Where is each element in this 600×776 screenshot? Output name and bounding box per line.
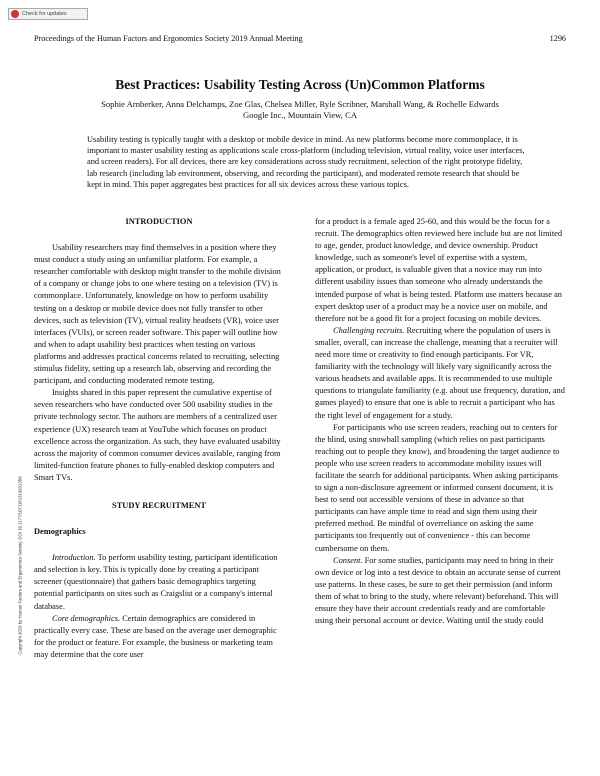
consent-paragraph bbox=[315, 555, 565, 628]
intro-text: To perform usability testing, participant identification and selection is key. This is typically done by creating a participant screener (questionnaire) that gathers basic demographics targeting potential participants on sites such as Craigslist or a company's internal database. bbox=[34, 553, 278, 611]
copyright-text: Copyright 2019 by Human Factors and Ergonomics Society. DOI 10.1177/1071181319631358 bbox=[17, 475, 23, 655]
consent-label: Consent. bbox=[333, 555, 363, 565]
screen-reader-recruit-paragraph: For participants who use screen readers, reaching out to centers for the blind, using snowball sampling (which relies on past participants reaching out to people they know), and broadening the target audience to people who use screen readers to accommodate mobility issues will facilitate the search for additional participants. When asking participants to sign a non-disclosure agreement or informed consent document, it is best to send out accessible versions of these in advance so that participants can have ample time to read and sign them using their preferred method. Be mindful of overreliance on asking the same participants too frequently out of convenience - this can become cumbersome on them. bbox=[315, 422, 560, 553]
right-column bbox=[315, 216, 565, 627]
challenging-text: Recruiting where the population of users is smaller, overall, can increase the challenge, meaning that a recruiter will need more time or creativity to find enough participants. For VR, familiarity with the technology will likely vary significantly across the various headsets and available apps. It is recommended to use multiple questions to triangulate familiarity (e.g. about use frequency, duration, and games played) to ensure that one is able to recruit a participant who has the right level of engagement for a study. bbox=[315, 325, 565, 420]
affiliation: Google Inc., Mountain View, CA bbox=[242, 110, 358, 120]
consent-text: For some studies, participants may need to bring in their own device or log into a test device to obtain an accurate sense of current use patterns. In these cases, be sure to get their permission (and inform them of what to bring to the study, where relevant) beforehand. This will ensure they have their account credentials ready and are comfortable using their personal account or device. Waiting until the study could bbox=[315, 555, 561, 626]
check-for-updates-badge[interactable] bbox=[8, 8, 88, 20]
badge-label: Check for updates bbox=[22, 11, 67, 17]
page-number: 1296 bbox=[549, 34, 566, 43]
demographics-heading: Demographics bbox=[34, 527, 86, 537]
paper-title: Best Practices: Usability Testing Across (Un)Common Platforms bbox=[115, 77, 485, 92]
demographics-continued-paragraph: for a product is a female aged 25-60, and this would be the focus for a recruit. The demographics often reviewed here include but are not limited to age, gender, product knowledge, and device ownership. Product knowledge, such as someone's level of expertise with a system, application, or product, is valuable given that a novice may run into different usability issues than someone who already understands the intended purpose of what is being tested. Platform use matters because an expert desktop user of a product may be a novice user on mobile, and therefore not be a good fit for a project focusing on mobile devices. bbox=[315, 217, 563, 323]
core-label: Core demographics. bbox=[52, 613, 121, 623]
abstract: Usability testing is typically taught with a desktop or mobile device in mind. As new platforms become more commonplace, it is important to master usability testing as applications scale cross-platform (including television, virtual reality, voice user interfaces, and screen readers). For all devices, there are key considerations across study recruitment, selection of the right prototype fidelity, lab research (including lab environment, observing, and recording the participant), and moderated remote research that should be kept in mind. This paper aggregates best practices for all six devices across these various topics. bbox=[87, 135, 525, 189]
core-text: Certain demographics are considered in practically every case. These are based on the average user demographic for the product or feature. For example, the business or marketing team may determine that the core user bbox=[34, 613, 277, 659]
study-recruitment-heading: STUDY RECRUITMENT bbox=[112, 500, 206, 510]
introduction-heading: INTRODUCTION bbox=[125, 217, 193, 226]
introduction-paragraph-1: Usability researchers may find themselves in a position where they must conduct a study using an unfamiliar platform. For example, a researcher comfortable with desktop might transfer to the mobile division of a company or change jobs to one where testing on a television (TV) is commonplace. Unfortunately, knowledge on how to perform usability testing on a desktop or mobile device does not fully transfer to other devices, such as television (TV), virtual reality headsets (VR), voice user interfaces (VUIs), or screen reader software. This paper will outline how and when to adapt usability best practices when testing on various platforms and addresses practical concerns related to recruiting, selecting stimulus fidelity, setting up a research lab, observing and recording the participant, and conducting moderated remote testing. bbox=[34, 243, 281, 386]
left-column bbox=[34, 216, 284, 661]
introduction-paragraph-2: Insights shared in this paper represent the cumulative expertise of seven researchers who have conducted over 500 usability studies in the private technology sector. The authors are members of a centralized user experience (UX) research team at YouTube which focuses on product excellence across the organization. As such, they have evaluated usability across the majority of common consumer devices available, ranging from limited-function feature phones to fully-enabled desktop computers and Smart TVs. bbox=[34, 388, 281, 482]
copyright-sidebar bbox=[14, 415, 26, 715]
challenging-label: Challenging recruits. bbox=[333, 325, 405, 335]
core-demographics-paragraph bbox=[34, 613, 284, 661]
crossmark-icon bbox=[11, 10, 19, 18]
intro-label: Introduction. bbox=[52, 553, 96, 563]
author-block bbox=[40, 99, 560, 121]
running-header-journal: Proceedings of the Human Factors and Ergonomics Society 2019 Annual Meeting bbox=[34, 34, 303, 43]
running-header bbox=[34, 34, 566, 43]
author-list: Sophie Arnberker, Anna Delchamps, Zoe Glas, Chelsea Miller, Ryle Scribner, Marshall Wang, & Rochelle Edwards bbox=[101, 99, 499, 109]
demographics-intro-paragraph bbox=[34, 552, 284, 612]
challenging-recruits-paragraph bbox=[315, 325, 565, 422]
